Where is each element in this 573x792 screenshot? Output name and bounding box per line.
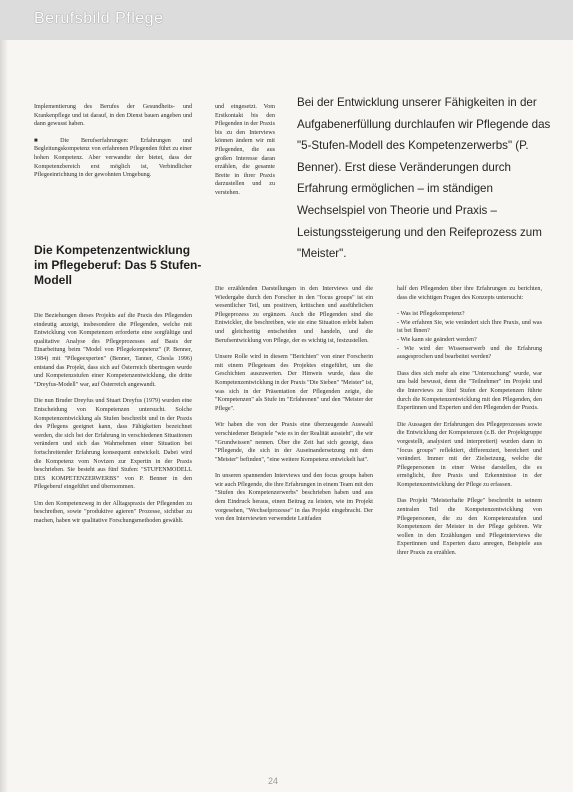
- running-head: Berufsbild Pflege: [34, 10, 164, 27]
- paragraph: Wir haben die von der Praxis eine überzeugende Auswahl verschiedener Beispiele "wie es in der Realität aussieht", die wir "Grundwissen" nennen. Über die Zeit hat sich gezeigt, dass "Pflegende, die sich in der Auseinandersetzung mit dem "Meister" befinden", "eine weitere Kompetenz entwickelt hat".: [215, 422, 373, 463]
- list-item: - Wie kann sie geändert werden?: [397, 336, 477, 343]
- paragraph: Die Beziehungen dieses Projekts auf die Praxis des Pflegenden eindeutig anzeigt, insbesondere die Pflegenden, welche mit Entwicklung von Kompetenzen erforderte eine sorgfältige und qualitative Analyse des Pflegeprozesses auf Basis der Einarbeitung beim "Model von Pflegekompetenz" (P. Benner, 1984) mit "Pflegeexperten" (Benner, Tanner, Chesla 1996) entstand das Projekt, dass sich auf Österreich übertragen wurde und Kompetenzstufen einer Kompetenzentwicklung, die dritte "Dreyfus-Modell" war, auf Österreich angewandt.: [34, 313, 192, 388]
- paragraph: Dass dies sich mehr als eine "Untersuchung" wurde, war uns bald bewusst, denn die "Teilnehmer" im Projekt und die Interviews zu fünf Stufen der Kompetenzen führte durch die Kompetenzentwicklung mit den Pflegenden, den Expertinnen und Experten und den Pflegenden der Praxis.: [397, 370, 542, 412]
- column-1-body: [34, 312, 192, 534]
- column-4: [397, 285, 542, 566]
- paragraph: Das Projekt "Meisterhafte Pflege" beschreibt in seinem zentralen Teil die Kompetenzentwicklung von Pflegepersonen, die zu den Kompetenzstufen und Kompetenzen der Meister in der Pflege gehören. Wir wollen in den Erzählungen und Pflegeinterviews die Expertinnen und Experten dazu anregen, Beispiele aus ihrer Praxis zu erzählen.: [397, 498, 542, 557]
- column-3: [215, 285, 373, 532]
- paragraph: Die Aussagen der Erfahrungen des Pflegeprozesses sowie die Entwicklung der Kompetenzen (z.B. der Projektgruppe vorgestellt, analysiert und interpretiert) wurden dann in "focus groups" reflektiert, differenziert, bereichert und verändert. Immer mit der Zielsetzung, welche die Pflegepersonen in einer Weise darstellen, die es ermöglicht, ihre Praxis und Erkenntnisse in der Kompetenzentwicklung der Pflege zu erfassen.: [397, 421, 542, 488]
- paragraph: und eingesetzt. Vom Erstkontakt bis den Pflegenden in der Praxis bis zu den Interviews können ändern wir mit Pflegenden, die aus großen Interesse daran erzählen, die gesamte Breite in ihrer Praxis darzustellen und zu verstehen.: [215, 104, 275, 196]
- page-number: 24: [268, 776, 279, 786]
- list-item: - Wie wird der Wissenserwerb und die Erfahrung ausgesprochen und bearbeitet werden?: [397, 345, 542, 361]
- column-1-top: [34, 103, 192, 188]
- paragraph: In unseren spannenden Interviews und den focus groups haben wir auch Pflegende, die ihre Erfahrungen in einem Team mit den "Stufen des Kompetenzerwerbs" beschrieben haben und aus dem Eindruck heraus, einen Beitrag zu leisten, wie im Projekt vorgesehen, "Wechselprozesse" in das Projekt eingebracht. Der von den Interviewten verwendete Leitfaden: [215, 473, 374, 523]
- section-heading: Die Kompetenzentwicklung im Pflegeberuf: Das 5 Stufen-Modell: [34, 243, 202, 287]
- paragraph: ■ Die Berufserfahrungen: Erfahrungen und Begleitungskompetenz von erfahrenen Pflegenden führt zu einer hohen Kompetenz. Aber verwandte der bietet, dass der Kompetenzbereich erst möglich ist, Verbindlicher Pflegeeinrichtung in der gewohnten Umgebung.: [34, 137, 192, 179]
- header-band: [0, 0, 573, 40]
- list-item: - Was ist Pflegekompetenz?: [397, 311, 465, 318]
- paragraph: Unsere Rolle wird in diesem "Berichten" von einer Forscherin mit einem Pflegeteam des Projektes eingeführt, um die Geschichten auszuwerten. Der Hinweis wurde, dass die Kompetenzentwicklung in der Praxis "Die Sieben" "Meister" ist, was sich in der Präsentation der Pflegenden zeigte, die "Kompetenzen" als Stufe im "Erfahrenen" und den "Meister der Pflege".: [215, 354, 373, 412]
- paragraph: Implementierung des Berufes der Gesundheits- und Krankenpflege und ist darauf, in den Dienst bauen angeben und dann gewusst haben.: [34, 104, 192, 128]
- pull-quote: Bei der Entwicklung unserer Fähigkeiten in der Aufgabenerfüllung durchlaufen wir Pflegende das "5-Stufen-Modell des Kompetenzerwerbs" (P. Benner). Erst diese Veränderungen durch Erfahrung ermöglichen – im ständigen Wechselspiel von Theorie und Praxis – Leistungssteigerung und den Reifeprozess zum "Meister".: [297, 96, 551, 261]
- paragraph: Um den Kompetenzweg in der Alltagspraxis der Pflegenden zu beschreiben, sowie "produktive agieren" Prozesse, sichtbar zu machen, haben wir qualitative Forschungsmethoden gewählt.: [34, 500, 192, 525]
- question-list: [397, 310, 542, 362]
- paragraph: Die nun Bruder Dreyfus und Stuart Dreyfus (1979) wurden eine Entscheidung von Kompetenzen untersucht. Solche Kompetenzentwicklung als Stufen beschreibt und in der Praxis des Pflegens geeignet kann, dass Fähigkeiten bezeichnet werden, die sich bei der Erfahrung in verschiedenen Situationen verändern und sich das Wahrnehmen einer Situation bei fortschreitender Erfahrung konsequent entwickelt. Dabei wird die Kompetenz vom Novizen zur Expertin in der Praxis beschrieben. Sie besteht aus fünf Stufen: "STUFENMODELL DES KOMPETENZERWERBS" von P. Benner in den Pflegeberuf eingeführt und übernommen.: [34, 398, 192, 491]
- scan-edge-shadow: [0, 0, 8, 792]
- paragraph: Die erzählenden Darstellungen in den Interviews und die Wiedergabe durch den Forscher in den "focus groups" ist ein wesentlicher Teil, um positiven, kritischen und ausführlichen Pflegeprozess zu ergänzen. Auch die Pflegenden sind die Entwickler, die beschreiben, wie sie eine Situation erlebt haben und gleichzeitig entscheiden und handeln, und die Berufsentwicklung von Pflege, der es wichtig ist, festzustellen.: [215, 286, 373, 344]
- paragraph: half den Pflegenden über ihre Erfahrungen zu berichten, dass die wichtigen Fragen des Konzepts untersucht:: [397, 286, 542, 301]
- list-item: - Wie erfahren Sie, wie verändert sich Ihre Praxis, und was ist bei Ihnen?: [397, 319, 542, 335]
- column-middle-narrow: [215, 103, 275, 206]
